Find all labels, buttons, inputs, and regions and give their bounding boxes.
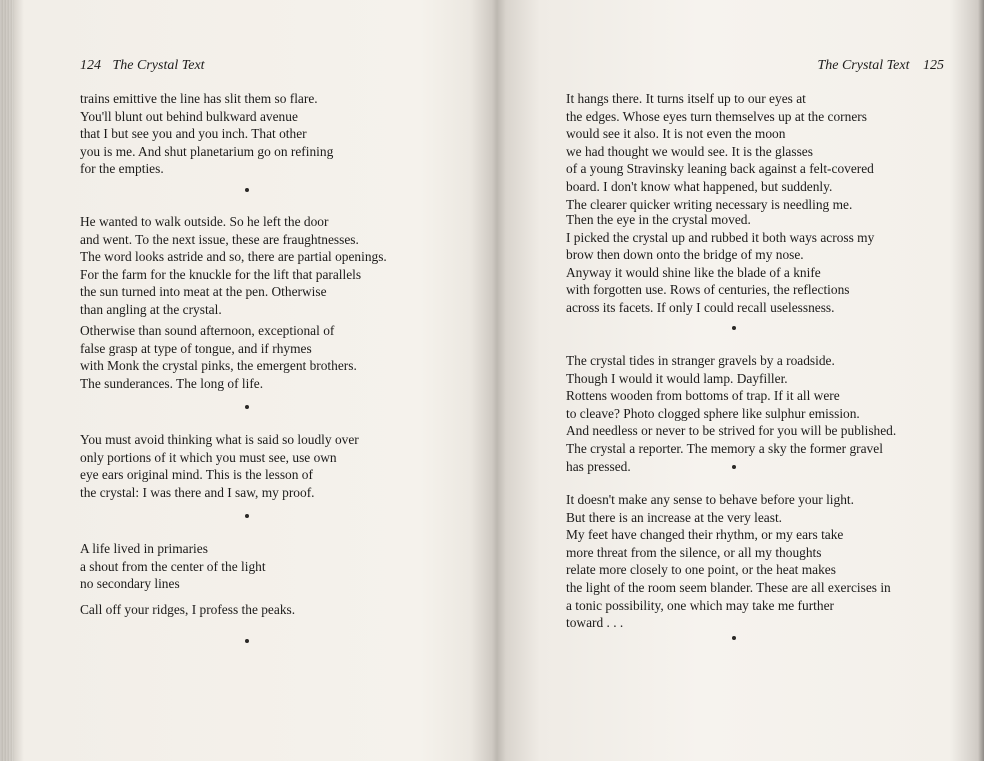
section-dot	[732, 636, 736, 640]
section-dot	[732, 465, 736, 469]
left-running-title: The Crystal Text	[112, 58, 205, 73]
text-line: You'll blunt out behind bulkward avenue	[80, 108, 298, 124]
text-line: for the empties.	[80, 161, 164, 177]
section-dot	[245, 188, 249, 192]
text-line: to cleave? Photo clogged sphere like sulphur emission.	[566, 405, 860, 421]
text-line: You must avoid thinking what is said so loudly over	[80, 432, 359, 447]
text-line: Though I would it would lamp. Dayfiller.	[566, 370, 788, 386]
text-line: than angling at the crystal.	[80, 301, 222, 317]
right-page-number: 125	[923, 58, 944, 73]
text-line: The clearer quicker writing necessary is needling me.	[566, 196, 853, 212]
text-line: would see it also. It is not even the moon	[566, 126, 786, 142]
text-line: He wanted to walk outside. So he left the door	[80, 214, 329, 229]
text-line: no secondary lines	[80, 576, 180, 592]
text-line: eye ears original mind. This is the lesson of	[80, 467, 313, 483]
text-line: you is me. And shut planetarium go on refining	[80, 143, 334, 159]
text-line: brow then down onto the bridge of my nose.	[566, 247, 804, 263]
text-line: with forgotten use. Rows of centuries, the reflections	[566, 282, 850, 298]
text-line: the crystal: I was there and I saw, my proof.	[80, 484, 315, 500]
text-line: The sunderances. The long of life.	[80, 375, 264, 391]
left-stanza-6	[80, 601, 295, 619]
right-running-head	[817, 58, 944, 74]
left-stanza-3	[80, 322, 357, 392]
text-line: Call off your ridges, I profess the peaks.	[80, 602, 296, 617]
left-stanza-4	[80, 431, 359, 501]
text-line: A life lived in primaries	[80, 541, 208, 556]
text-line: false grasp at type of tongue, and if rhymes	[80, 340, 312, 356]
right-stanza-2	[566, 211, 874, 317]
text-line: And needless or never to be strived for you will be published.	[566, 423, 897, 439]
text-line: board. I don't know what happened, but suddenly.	[566, 178, 833, 194]
section-dot	[245, 639, 249, 643]
text-line: and went. To the next issue, these are fraughtnesses.	[80, 231, 359, 247]
section-dot	[245, 514, 249, 518]
text-line: Then the eye in the crystal moved.	[566, 212, 751, 227]
text-line: has pressed.	[566, 458, 631, 474]
section-dot	[732, 326, 736, 330]
text-line: a shout from the center of the light	[80, 558, 266, 574]
text-line: toward . . .	[566, 615, 624, 631]
text-line: My feet have changed their rhythm, or my ears take	[566, 527, 844, 543]
text-line: the edges. Whose eyes turn themselves up at the corners	[566, 108, 867, 124]
right-stanza-4	[566, 491, 891, 632]
text-line: across its facets. If only I could recall uselessness.	[566, 299, 835, 315]
text-line: that I but see you and you inch. That other	[80, 126, 307, 142]
text-line: more threat from the silence, or all my thoughts	[566, 544, 822, 560]
text-line: with Monk the crystal pinks, the emergent brothers.	[80, 358, 357, 374]
text-line: The crystal a reporter. The memory a sky the former gravel	[566, 440, 883, 456]
left-stanza-2	[80, 213, 387, 319]
left-stanza-5	[80, 540, 266, 593]
text-line: the light of the room seem blander. These are all exercises in	[566, 579, 891, 595]
text-line: For the farm for the knuckle for the lift that parallels	[80, 266, 362, 282]
section-dot	[245, 405, 249, 409]
text-line: we had thought we would see. It is the glasses	[566, 143, 813, 159]
left-running-head	[80, 58, 205, 74]
right-running-title: The Crystal Text	[817, 58, 910, 73]
text-line: It doesn't make any sense to behave before your light.	[566, 492, 854, 507]
text-line: It hangs there. It turns itself up to our eyes at	[566, 91, 806, 106]
right-stanza-3	[566, 352, 896, 475]
text-line: Rottens wooden from bottoms of trap. If it all were	[566, 388, 840, 404]
right-page	[492, 0, 984, 761]
text-line: Anyway it would shine like the blade of a knife	[566, 264, 821, 280]
text-line: a tonic possibility, one which may take me further	[566, 597, 834, 613]
text-line: Otherwise than sound afternoon, exceptional of	[80, 323, 335, 338]
text-line: of a young Stravinsky leaning back against a felt-covered	[566, 161, 874, 177]
right-stanza-1	[566, 90, 874, 213]
left-stanza-1	[80, 90, 333, 178]
text-line: only portions of it which you must see, use own	[80, 449, 337, 465]
text-line: relate more closely to one point, or the heat makes	[566, 562, 836, 578]
text-line: trains emittive the line has slit them so flare.	[80, 91, 318, 106]
text-line: I picked the crystal up and rubbed it both ways across my	[566, 229, 875, 245]
text-line: The crystal tides in stranger gravels by a roadside.	[566, 353, 835, 368]
text-line: the sun turned into meat at the pen. Otherwise	[80, 284, 327, 300]
left-page-number: 124	[80, 58, 101, 73]
text-line: The word looks astride and so, there are partial openings.	[80, 249, 387, 265]
text-line: But there is an increase at the very least.	[566, 509, 783, 525]
